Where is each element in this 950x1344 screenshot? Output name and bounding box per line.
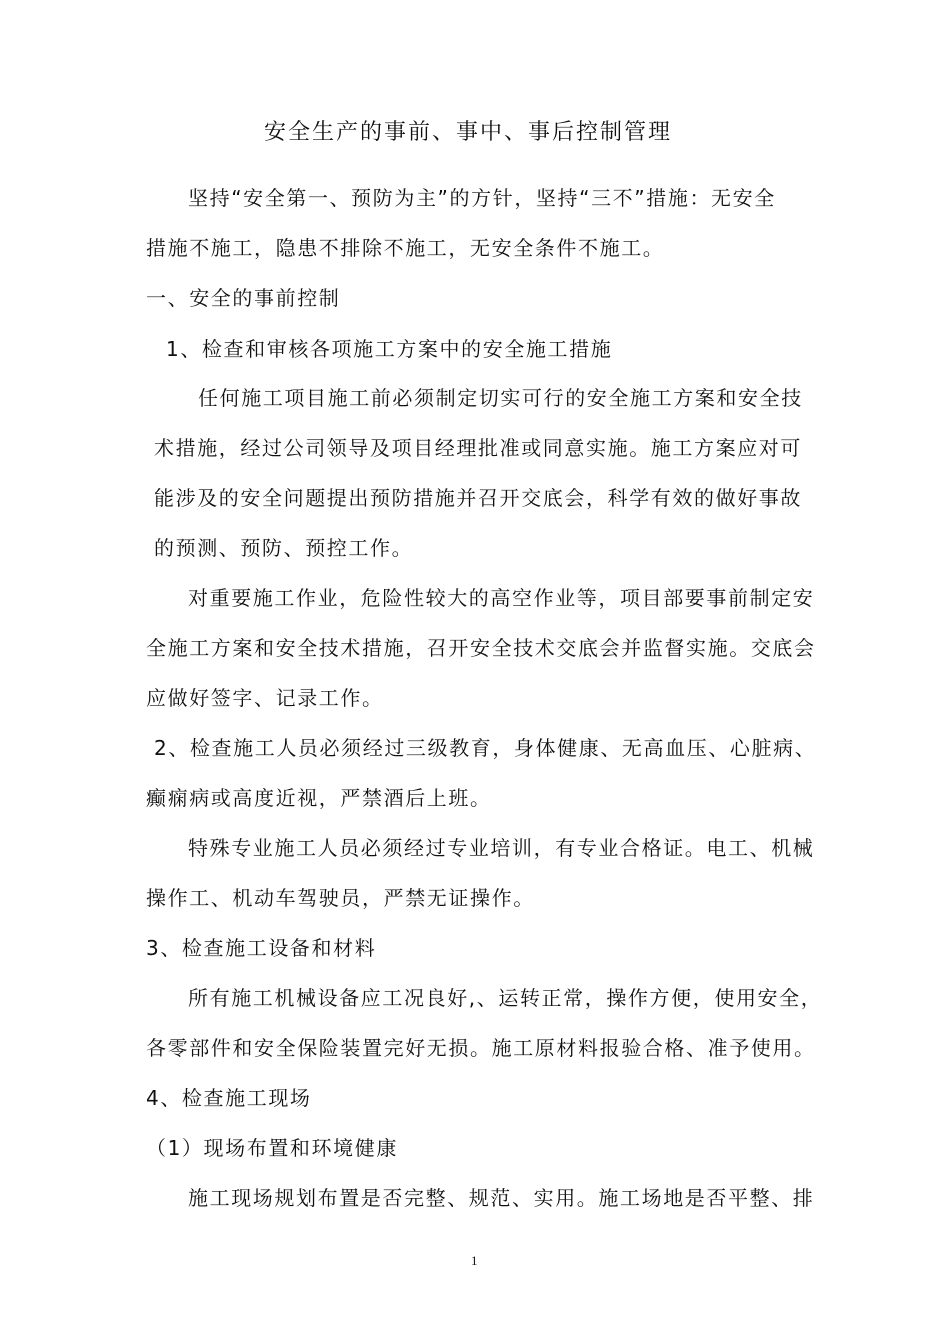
intro-line-2: 措施不施工，隐患不排除不施工，无安全条件不施工。 [146, 236, 665, 260]
item-1-paragraph-1-line-4: 的预测、预防、预控工作。 [154, 536, 414, 560]
item-1-heading: 1、检查和审核各项施工方案中的安全施工措施 [166, 337, 613, 361]
page-number: 1 [471, 1253, 478, 1268]
item-4-heading: 4、检查施工现场 [146, 1086, 312, 1110]
item-4-subsection-1-line-1: 施工现场规划布置是否完整、规范、实用。施工场地是否平整、排 [188, 1186, 815, 1210]
section-heading-1: 一、安全的事前控制 [146, 286, 341, 310]
item-1-paragraph-2-line-1: 对重要施工作业，危险性较大的高空作业等，项目部要事前制定安 [188, 586, 815, 610]
item-2-line-2: 癫痫病或高度近视，严禁酒后上班。 [146, 786, 492, 810]
item-2-paragraph-1-line-1: 特殊专业施工人员必须经过专业培训，有专业合格证。电工、机械 [188, 836, 815, 860]
item-1-paragraph-2-line-2: 全施工方案和安全技术措施，召开安全技术交底会并监督实施。交底会 [146, 636, 816, 660]
item-1-paragraph-1-line-2: 术措施，经过公司领导及项目经理批准或同意实施。施工方案应对可 [154, 436, 802, 460]
item-1-paragraph-1-line-3: 能涉及的安全问题提出预防措施并召开交底会，科学有效的做好事故 [154, 486, 802, 510]
intro-line-1: 坚持“安全第一、预防为主”的方针，坚持“三不”措施：无安全 [188, 186, 776, 210]
item-3-paragraph-1-line-2: 各零部件和安全保险装置完好无损。施工原材料报验合格、准予使用。 [146, 1036, 816, 1060]
item-4-subheading-1: （1）现场布置和环境健康 [146, 1136, 398, 1160]
item-1-paragraph-2-line-3: 应做好签字、记录工作。 [146, 686, 384, 710]
document-title: 安全生产的事前、事中、事后控制管理 [264, 120, 673, 145]
item-2-paragraph-1-line-2: 操作工、机动车驾驶员，严禁无证操作。 [146, 886, 535, 910]
item-2-line-1: 2、检查施工人员必须经过三级教育，身体健康、无高血压、心脏病、 [154, 736, 817, 760]
item-3-heading: 3、检查施工设备和材料 [146, 936, 377, 960]
item-1-paragraph-1-line-1: 任何施工项目施工前必须制定切实可行的安全施工方案和安全技 [198, 386, 803, 410]
item-3-paragraph-1-line-1: 所有施工机械设备应工况良好,、运转正常，操作方便，使用安全， [188, 986, 823, 1010]
